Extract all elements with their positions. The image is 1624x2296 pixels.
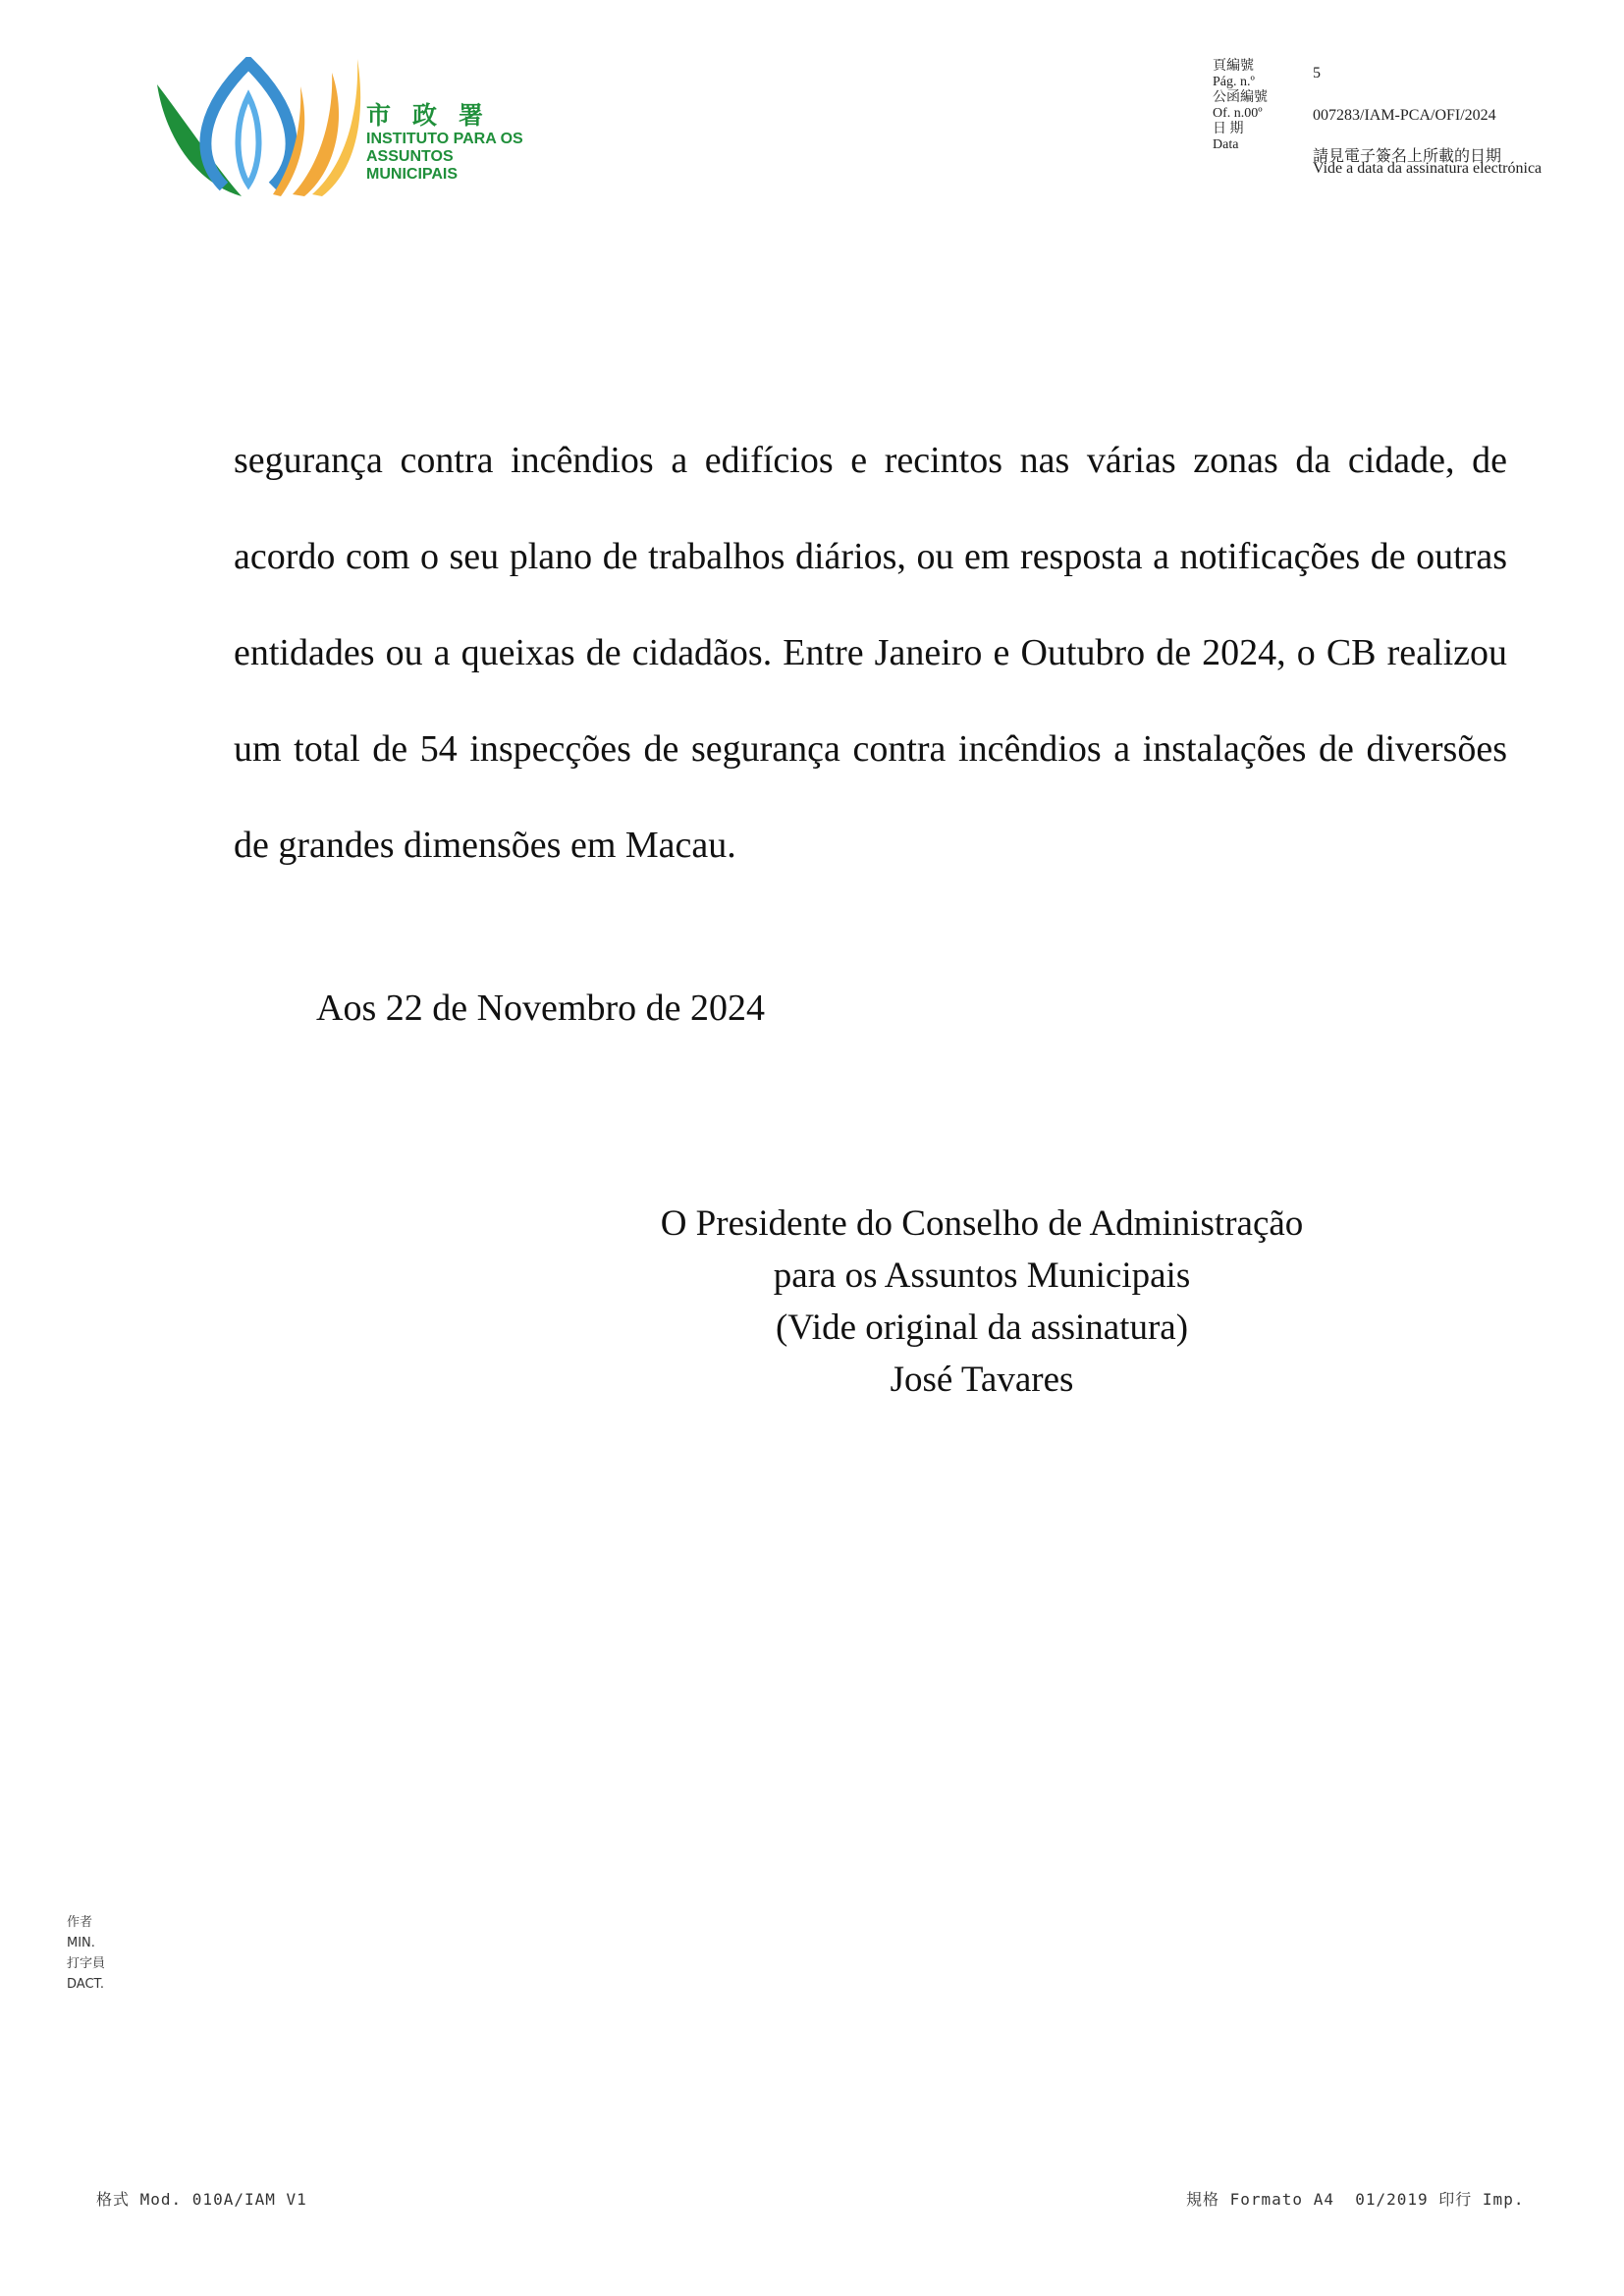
signature-note: (Vide original da assinatura) xyxy=(775,1308,1189,1348)
signature-block xyxy=(540,1198,1424,1406)
typist-label-cn: 打字員 xyxy=(67,1956,106,1971)
author-label-pt: MIN. xyxy=(67,1936,95,1950)
footer-form-code: 格式 Mod. 010A/IAM V1 xyxy=(96,2190,307,2209)
logo-name-portuguese-line2: ASSUNTOS MUNICIPAIS xyxy=(366,148,459,183)
office-number: 007283/IAM-PCA/OFI/2024 xyxy=(1313,107,1496,124)
document-date: Aos 22 de Novembro de 2024 xyxy=(316,988,765,1029)
institute-logo xyxy=(155,57,548,202)
date-value-cn: 請見電子簽名上所載的日期 xyxy=(1313,148,1502,165)
typist-label-pt: DACT. xyxy=(67,1977,105,1992)
logo-text xyxy=(366,101,548,184)
footer-format-info: 規格 Formato A4 01/2019 印行 Imp. xyxy=(1186,2190,1525,2209)
signatory-name: José Tavares xyxy=(890,1360,1074,1400)
signatory-title: O Presidente do Conselho de Administração xyxy=(660,1203,1304,1244)
author-typist-notes xyxy=(67,1912,105,1995)
date-label-pt: Data xyxy=(1213,137,1239,152)
page-number: 5 xyxy=(1313,65,1321,81)
office-label-cn: 公函編號 xyxy=(1213,90,1268,105)
lotus-emblem-icon xyxy=(155,57,361,202)
logo-name-chinese: 市政署 xyxy=(366,101,506,130)
page-label-cn: 頁編號 xyxy=(1213,59,1254,74)
office-label-pt: Of. n.00º xyxy=(1213,106,1263,121)
logo-name-portuguese-line1: INSTITUTO PARA OS xyxy=(366,131,523,147)
date-label-cn: 日 期 xyxy=(1213,122,1244,136)
page-label-pt: Pág. n.º xyxy=(1213,75,1255,89)
author-label-cn: 作者 xyxy=(67,1915,93,1930)
signatory-title-cont: para os Assuntos Municipais xyxy=(773,1255,1191,1296)
body-paragraph: segurança contra incêndios a edifícios e recintos nas várias zonas da cidade, de acordo com o seu plano de trabalhos diários, ou em resposta a notificações de outras entidades ou a queixas de cidadãos. Entre Janeiro e Outubro de 2024, o CB realizou um total de 54 inspecções de segurança contra incêndios a instalações de diversões de grandes dimensões em Macau. xyxy=(234,440,1507,866)
date-value-pt: Vide a data da assinatura electrónica xyxy=(1313,160,1543,177)
reference-labels xyxy=(1213,59,1268,153)
